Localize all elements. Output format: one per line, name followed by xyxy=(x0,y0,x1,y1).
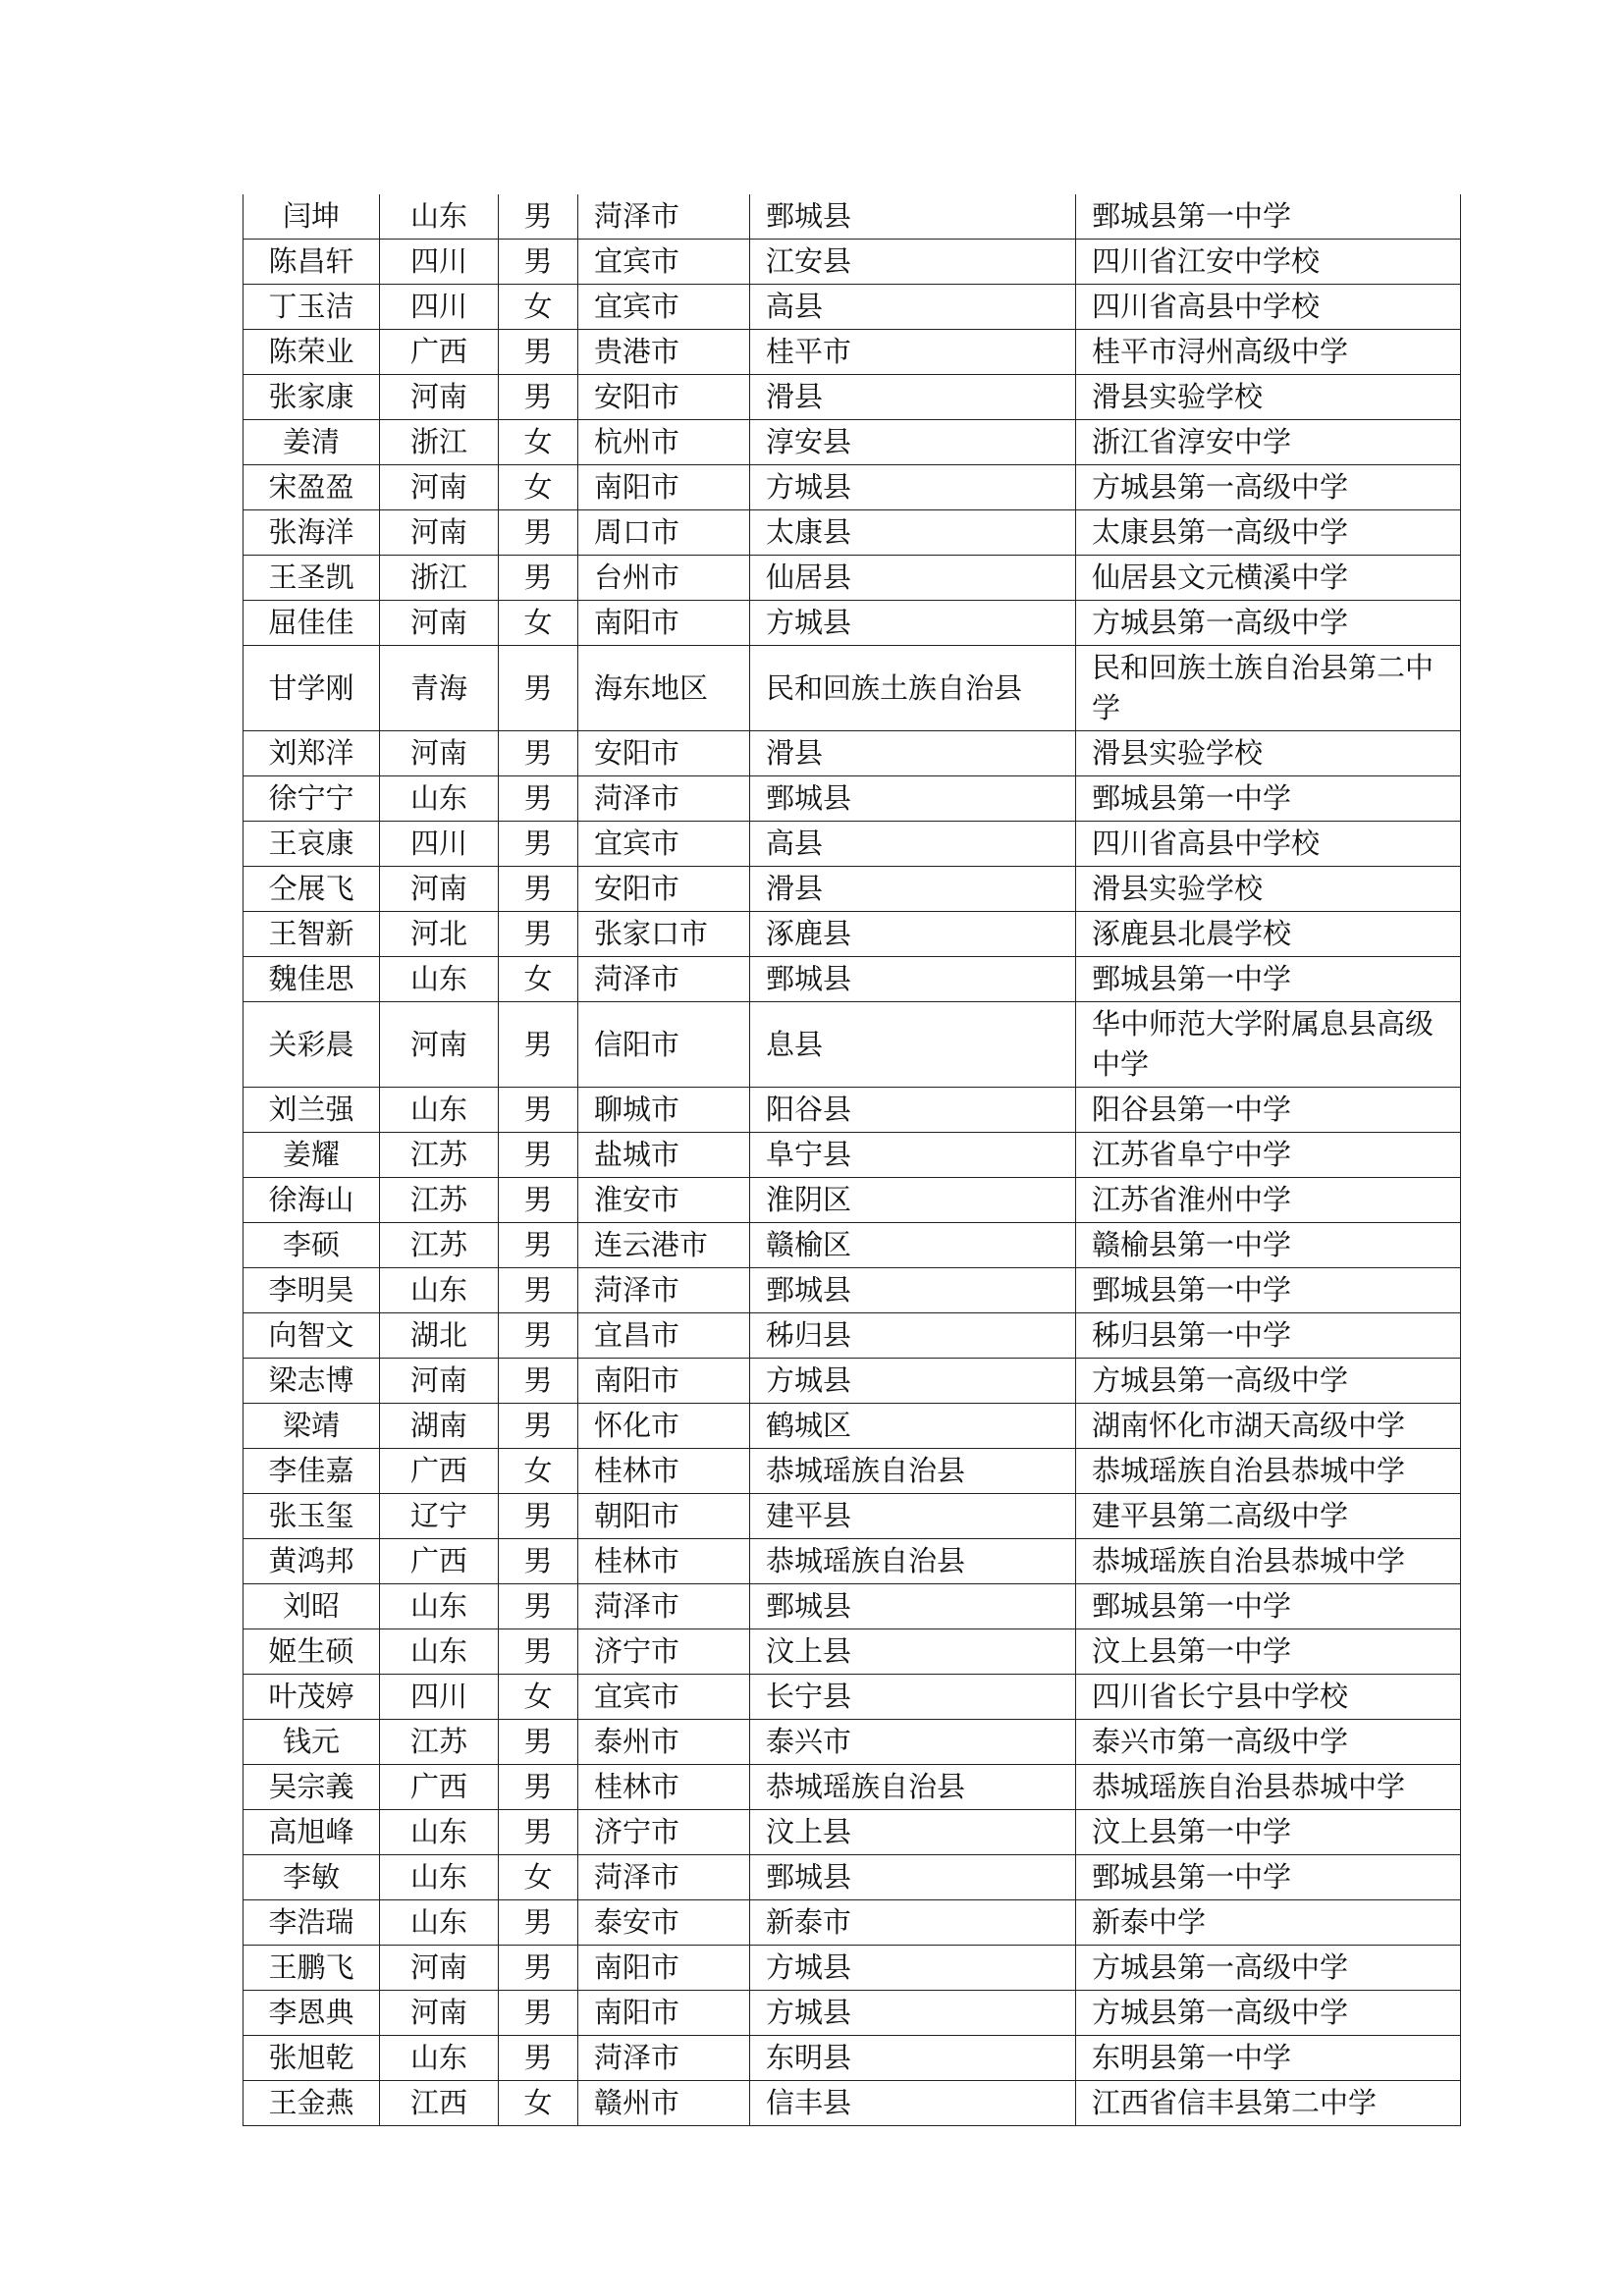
school-cell: 恭城瑶族自治县恭城中学 xyxy=(1076,1539,1461,1584)
school-cell: 鄄城县第一中学 xyxy=(1076,1584,1461,1629)
county-cell: 长宁县 xyxy=(750,1675,1076,1720)
province-cell: 山东 xyxy=(380,1268,499,1313)
province-cell: 广西 xyxy=(380,1539,499,1584)
student-name-cell: 姜耀 xyxy=(244,1133,380,1178)
county-cell: 涿鹿县 xyxy=(750,912,1076,957)
county-cell: 东明县 xyxy=(750,2036,1076,2081)
school-cell: 新泰中学 xyxy=(1076,1900,1461,1946)
table-row xyxy=(244,510,1461,556)
gender-cell: 男 xyxy=(499,1088,578,1133)
table-row xyxy=(244,731,1461,776)
county-cell: 方城县 xyxy=(750,465,1076,510)
gender-cell: 女 xyxy=(499,1449,578,1494)
table-row xyxy=(244,1629,1461,1675)
county-cell: 信丰县 xyxy=(750,2081,1076,2126)
school-cell: 涿鹿县北晨学校 xyxy=(1076,912,1461,957)
county-cell: 滑县 xyxy=(750,867,1076,912)
county-cell: 桂平市 xyxy=(750,330,1076,375)
county-cell: 恭城瑶族自治县 xyxy=(750,1765,1076,1810)
table-row xyxy=(244,1223,1461,1268)
province-cell: 湖南 xyxy=(380,1404,499,1449)
province-cell: 山东 xyxy=(380,194,499,240)
table-row xyxy=(244,1720,1461,1765)
province-cell: 山东 xyxy=(380,776,499,822)
county-cell: 方城县 xyxy=(750,601,1076,646)
county-cell: 滑县 xyxy=(750,731,1076,776)
table-row xyxy=(244,912,1461,957)
student-name-cell: 李明昊 xyxy=(244,1268,380,1313)
gender-cell: 男 xyxy=(499,1223,578,1268)
city-cell: 宜宾市 xyxy=(578,240,750,285)
school-cell: 滑县实验学校 xyxy=(1076,731,1461,776)
student-name-cell: 李敏 xyxy=(244,1855,380,1900)
county-cell: 恭城瑶族自治县 xyxy=(750,1539,1076,1584)
city-cell: 南阳市 xyxy=(578,465,750,510)
city-cell: 菏泽市 xyxy=(578,1855,750,1900)
county-cell: 方城县 xyxy=(750,1991,1076,2036)
student-name-cell: 向智文 xyxy=(244,1313,380,1359)
gender-cell: 女 xyxy=(499,1855,578,1900)
school-cell: 恭城瑶族自治县恭城中学 xyxy=(1076,1765,1461,1810)
school-cell: 四川省江安中学校 xyxy=(1076,240,1461,285)
school-cell: 四川省高县中学校 xyxy=(1076,822,1461,867)
city-cell: 淮安市 xyxy=(578,1178,750,1223)
gender-cell: 男 xyxy=(499,2036,578,2081)
gender-cell: 男 xyxy=(499,1584,578,1629)
county-cell: 建平县 xyxy=(750,1494,1076,1539)
city-cell: 菏泽市 xyxy=(578,776,750,822)
county-cell: 鄄城县 xyxy=(750,957,1076,1002)
province-cell: 江西 xyxy=(380,2081,499,2126)
student-name-cell: 徐海山 xyxy=(244,1178,380,1223)
table-row xyxy=(244,1855,1461,1900)
school-cell: 滑县实验学校 xyxy=(1076,375,1461,420)
gender-cell: 男 xyxy=(499,1765,578,1810)
table-row xyxy=(244,867,1461,912)
county-cell: 民和回族土族自治县 xyxy=(750,646,1076,731)
city-cell: 宜宾市 xyxy=(578,285,750,330)
gender-cell: 男 xyxy=(499,330,578,375)
gender-cell: 男 xyxy=(499,1268,578,1313)
city-cell: 桂林市 xyxy=(578,1539,750,1584)
province-cell: 河南 xyxy=(380,1991,499,2036)
city-cell: 聊城市 xyxy=(578,1088,750,1133)
province-cell: 河南 xyxy=(380,465,499,510)
table-row xyxy=(244,1584,1461,1629)
gender-cell: 男 xyxy=(499,240,578,285)
province-cell: 浙江 xyxy=(380,556,499,601)
province-cell: 江苏 xyxy=(380,1133,499,1178)
table-row xyxy=(244,2081,1461,2126)
county-cell: 鄄城县 xyxy=(750,776,1076,822)
gender-cell: 男 xyxy=(499,822,578,867)
gender-cell: 男 xyxy=(499,1539,578,1584)
student-name-cell: 刘兰强 xyxy=(244,1088,380,1133)
student-name-cell: 王哀康 xyxy=(244,822,380,867)
table-row xyxy=(244,1449,1461,1494)
gender-cell: 男 xyxy=(499,731,578,776)
table-row xyxy=(244,1991,1461,2036)
province-cell: 河南 xyxy=(380,1002,499,1088)
province-cell: 河北 xyxy=(380,912,499,957)
city-cell: 安阳市 xyxy=(578,867,750,912)
county-cell: 方城县 xyxy=(750,1946,1076,1991)
county-cell: 高县 xyxy=(750,285,1076,330)
province-cell: 河南 xyxy=(380,731,499,776)
city-cell: 怀化市 xyxy=(578,1404,750,1449)
school-cell: 浙江省淳安中学 xyxy=(1076,420,1461,465)
student-name-cell: 王金燕 xyxy=(244,2081,380,2126)
student-name-cell: 钱元 xyxy=(244,1720,380,1765)
school-cell: 赣榆县第一中学 xyxy=(1076,1223,1461,1268)
city-cell: 安阳市 xyxy=(578,731,750,776)
table-row xyxy=(244,1313,1461,1359)
county-cell: 赣榆区 xyxy=(750,1223,1076,1268)
county-cell: 新泰市 xyxy=(750,1900,1076,1946)
school-cell: 华中师范大学附属息县高级中学 xyxy=(1076,1002,1461,1088)
county-cell: 恭城瑶族自治县 xyxy=(750,1449,1076,1494)
school-cell: 滑县实验学校 xyxy=(1076,867,1461,912)
city-cell: 南阳市 xyxy=(578,1359,750,1404)
school-cell: 四川省高县中学校 xyxy=(1076,285,1461,330)
city-cell: 安阳市 xyxy=(578,375,750,420)
city-cell: 杭州市 xyxy=(578,420,750,465)
gender-cell: 男 xyxy=(499,1313,578,1359)
county-cell: 鄄城县 xyxy=(750,1855,1076,1900)
county-cell: 鄄城县 xyxy=(750,194,1076,240)
table-row xyxy=(244,1765,1461,1810)
county-cell: 阜宁县 xyxy=(750,1133,1076,1178)
student-name-cell: 张海洋 xyxy=(244,510,380,556)
table-row xyxy=(244,1900,1461,1946)
gender-cell: 男 xyxy=(499,1720,578,1765)
province-cell: 山东 xyxy=(380,1584,499,1629)
table-body xyxy=(244,194,1461,2126)
school-cell: 泰兴市第一高级中学 xyxy=(1076,1720,1461,1765)
student-name-cell: 姬生硕 xyxy=(244,1629,380,1675)
gender-cell: 男 xyxy=(499,646,578,731)
table-row xyxy=(244,1539,1461,1584)
city-cell: 泰安市 xyxy=(578,1900,750,1946)
school-cell: 湖南怀化市湖天高级中学 xyxy=(1076,1404,1461,1449)
province-cell: 山东 xyxy=(380,1810,499,1855)
gender-cell: 男 xyxy=(499,194,578,240)
student-name-cell: 闫坤 xyxy=(244,194,380,240)
city-cell: 周口市 xyxy=(578,510,750,556)
county-cell: 方城县 xyxy=(750,1359,1076,1404)
school-cell: 江苏省阜宁中学 xyxy=(1076,1133,1461,1178)
student-name-cell: 徐宁宁 xyxy=(244,776,380,822)
school-cell: 方城县第一高级中学 xyxy=(1076,1946,1461,1991)
student-name-cell: 梁志博 xyxy=(244,1359,380,1404)
gender-cell: 女 xyxy=(499,465,578,510)
city-cell: 济宁市 xyxy=(578,1810,750,1855)
student-name-cell: 梁靖 xyxy=(244,1404,380,1449)
city-cell: 菏泽市 xyxy=(578,194,750,240)
city-cell: 连云港市 xyxy=(578,1223,750,1268)
city-cell: 菏泽市 xyxy=(578,2036,750,2081)
student-name-cell: 宋盈盈 xyxy=(244,465,380,510)
county-cell: 鄄城县 xyxy=(750,1584,1076,1629)
province-cell: 四川 xyxy=(380,240,499,285)
gender-cell: 女 xyxy=(499,601,578,646)
school-cell: 民和回族土族自治县第二中学 xyxy=(1076,646,1461,731)
province-cell: 河南 xyxy=(380,867,499,912)
province-cell: 江苏 xyxy=(380,1223,499,1268)
city-cell: 台州市 xyxy=(578,556,750,601)
gender-cell: 男 xyxy=(499,1991,578,2036)
city-cell: 南阳市 xyxy=(578,1991,750,2036)
county-cell: 淮阴区 xyxy=(750,1178,1076,1223)
city-cell: 桂林市 xyxy=(578,1449,750,1494)
gender-cell: 男 xyxy=(499,1178,578,1223)
province-cell: 山东 xyxy=(380,1629,499,1675)
student-name-cell: 李浩瑞 xyxy=(244,1900,380,1946)
gender-cell: 男 xyxy=(499,556,578,601)
table-row xyxy=(244,465,1461,510)
school-cell: 东明县第一中学 xyxy=(1076,2036,1461,2081)
province-cell: 青海 xyxy=(380,646,499,731)
gender-cell: 男 xyxy=(499,1002,578,1088)
table-row xyxy=(244,1133,1461,1178)
province-cell: 江苏 xyxy=(380,1178,499,1223)
gender-cell: 女 xyxy=(499,420,578,465)
table-row xyxy=(244,957,1461,1002)
table-row xyxy=(244,1404,1461,1449)
gender-cell: 男 xyxy=(499,1404,578,1449)
school-cell: 秭归县第一中学 xyxy=(1076,1313,1461,1359)
student-name-cell: 李恩典 xyxy=(244,1991,380,2036)
gender-cell: 男 xyxy=(499,1494,578,1539)
province-cell: 山东 xyxy=(380,957,499,1002)
gender-cell: 男 xyxy=(499,510,578,556)
table-row xyxy=(244,330,1461,375)
school-cell: 鄄城县第一中学 xyxy=(1076,1268,1461,1313)
school-cell: 江西省信丰县第二中学 xyxy=(1076,2081,1461,2126)
gender-cell: 男 xyxy=(499,1133,578,1178)
province-cell: 山东 xyxy=(380,1088,499,1133)
school-cell: 鄄城县第一中学 xyxy=(1076,957,1461,1002)
school-cell: 仙居县文元横溪中学 xyxy=(1076,556,1461,601)
province-cell: 河南 xyxy=(380,601,499,646)
county-cell: 江安县 xyxy=(750,240,1076,285)
student-name-cell: 姜清 xyxy=(244,420,380,465)
province-cell: 广西 xyxy=(380,1449,499,1494)
county-cell: 鄄城县 xyxy=(750,1268,1076,1313)
city-cell: 菏泽市 xyxy=(578,1584,750,1629)
student-name-cell: 张玉玺 xyxy=(244,1494,380,1539)
gender-cell: 男 xyxy=(499,1810,578,1855)
table-row xyxy=(244,2036,1461,2081)
student-table xyxy=(243,194,1461,2126)
county-cell: 息县 xyxy=(750,1002,1076,1088)
student-name-cell: 仝展飞 xyxy=(244,867,380,912)
student-name-cell: 王鹏飞 xyxy=(244,1946,380,1991)
school-cell: 汶上县第一中学 xyxy=(1076,1810,1461,1855)
student-name-cell: 叶茂婷 xyxy=(244,1675,380,1720)
student-name-cell: 李佳嘉 xyxy=(244,1449,380,1494)
school-cell: 方城县第一高级中学 xyxy=(1076,1991,1461,2036)
school-cell: 方城县第一高级中学 xyxy=(1076,465,1461,510)
gender-cell: 男 xyxy=(499,1900,578,1946)
city-cell: 赣州市 xyxy=(578,2081,750,2126)
county-cell: 秭归县 xyxy=(750,1313,1076,1359)
city-cell: 盐城市 xyxy=(578,1133,750,1178)
table-row xyxy=(244,1946,1461,1991)
county-cell: 仙居县 xyxy=(750,556,1076,601)
school-cell: 鄄城县第一中学 xyxy=(1076,1855,1461,1900)
county-cell: 滑县 xyxy=(750,375,1076,420)
province-cell: 河南 xyxy=(380,1359,499,1404)
student-name-cell: 屈佳佳 xyxy=(244,601,380,646)
city-cell: 宜昌市 xyxy=(578,1313,750,1359)
student-name-cell: 陈昌轩 xyxy=(244,240,380,285)
student-name-cell: 刘郑洋 xyxy=(244,731,380,776)
table-row xyxy=(244,1178,1461,1223)
school-cell: 桂平市浔州高级中学 xyxy=(1076,330,1461,375)
table-row xyxy=(244,646,1461,731)
gender-cell: 男 xyxy=(499,1946,578,1991)
student-name-cell: 黄鸿邦 xyxy=(244,1539,380,1584)
table-row xyxy=(244,1494,1461,1539)
school-cell: 方城县第一高级中学 xyxy=(1076,601,1461,646)
table-row xyxy=(244,194,1461,240)
school-cell: 鄄城县第一中学 xyxy=(1076,776,1461,822)
student-name-cell: 王智新 xyxy=(244,912,380,957)
table-row xyxy=(244,1002,1461,1088)
table-row xyxy=(244,420,1461,465)
table-row xyxy=(244,556,1461,601)
city-cell: 张家口市 xyxy=(578,912,750,957)
city-cell: 朝阳市 xyxy=(578,1494,750,1539)
province-cell: 辽宁 xyxy=(380,1494,499,1539)
gender-cell: 男 xyxy=(499,776,578,822)
table-row xyxy=(244,1675,1461,1720)
table-row xyxy=(244,1810,1461,1855)
city-cell: 南阳市 xyxy=(578,1946,750,1991)
province-cell: 广西 xyxy=(380,1765,499,1810)
gender-cell: 男 xyxy=(499,1359,578,1404)
province-cell: 山东 xyxy=(380,1900,499,1946)
school-cell: 四川省长宁县中学校 xyxy=(1076,1675,1461,1720)
county-cell: 阳谷县 xyxy=(750,1088,1076,1133)
student-name-cell: 王圣凯 xyxy=(244,556,380,601)
province-cell: 山东 xyxy=(380,2036,499,2081)
student-name-cell: 吴宗義 xyxy=(244,1765,380,1810)
table-row xyxy=(244,240,1461,285)
student-name-cell: 李硕 xyxy=(244,1223,380,1268)
school-cell: 方城县第一高级中学 xyxy=(1076,1359,1461,1404)
province-cell: 湖北 xyxy=(380,1313,499,1359)
student-name-cell: 甘学刚 xyxy=(244,646,380,731)
table-row xyxy=(244,1268,1461,1313)
school-cell: 阳谷县第一中学 xyxy=(1076,1088,1461,1133)
student-name-cell: 丁玉洁 xyxy=(244,285,380,330)
student-name-cell: 张旭乾 xyxy=(244,2036,380,2081)
school-cell: 建平县第二高级中学 xyxy=(1076,1494,1461,1539)
city-cell: 信阳市 xyxy=(578,1002,750,1088)
gender-cell: 男 xyxy=(499,912,578,957)
county-cell: 汶上县 xyxy=(750,1629,1076,1675)
city-cell: 宜宾市 xyxy=(578,1675,750,1720)
student-name-cell: 高旭峰 xyxy=(244,1810,380,1855)
gender-cell: 男 xyxy=(499,375,578,420)
student-name-cell: 张家康 xyxy=(244,375,380,420)
table-row xyxy=(244,1359,1461,1404)
city-cell: 南阳市 xyxy=(578,601,750,646)
province-cell: 江苏 xyxy=(380,1720,499,1765)
province-cell: 四川 xyxy=(380,1675,499,1720)
province-cell: 山东 xyxy=(380,1855,499,1900)
province-cell: 河南 xyxy=(380,1946,499,1991)
county-cell: 泰兴市 xyxy=(750,1720,1076,1765)
county-cell: 太康县 xyxy=(750,510,1076,556)
table-row xyxy=(244,1088,1461,1133)
gender-cell: 女 xyxy=(499,1675,578,1720)
gender-cell: 女 xyxy=(499,957,578,1002)
school-cell: 太康县第一高级中学 xyxy=(1076,510,1461,556)
table-row xyxy=(244,822,1461,867)
city-cell: 泰州市 xyxy=(578,1720,750,1765)
gender-cell: 女 xyxy=(499,285,578,330)
city-cell: 宜宾市 xyxy=(578,822,750,867)
gender-cell: 男 xyxy=(499,1629,578,1675)
province-cell: 河南 xyxy=(380,375,499,420)
table-row xyxy=(244,375,1461,420)
city-cell: 济宁市 xyxy=(578,1629,750,1675)
county-cell: 汶上县 xyxy=(750,1810,1076,1855)
student-name-cell: 关彩晨 xyxy=(244,1002,380,1088)
city-cell: 海东地区 xyxy=(578,646,750,731)
school-cell: 江苏省淮州中学 xyxy=(1076,1178,1461,1223)
province-cell: 四川 xyxy=(380,285,499,330)
province-cell: 四川 xyxy=(380,822,499,867)
province-cell: 广西 xyxy=(380,330,499,375)
school-cell: 恭城瑶族自治县恭城中学 xyxy=(1076,1449,1461,1494)
student-name-cell: 魏佳思 xyxy=(244,957,380,1002)
gender-cell: 女 xyxy=(499,2081,578,2126)
city-cell: 桂林市 xyxy=(578,1765,750,1810)
table-row xyxy=(244,285,1461,330)
city-cell: 菏泽市 xyxy=(578,957,750,1002)
province-cell: 浙江 xyxy=(380,420,499,465)
student-name-cell: 陈荣业 xyxy=(244,330,380,375)
county-cell: 鹤城区 xyxy=(750,1404,1076,1449)
county-cell: 高县 xyxy=(750,822,1076,867)
gender-cell: 男 xyxy=(499,867,578,912)
province-cell: 河南 xyxy=(380,510,499,556)
table-row xyxy=(244,776,1461,822)
city-cell: 贵港市 xyxy=(578,330,750,375)
student-name-cell: 刘昭 xyxy=(244,1584,380,1629)
table-row xyxy=(244,601,1461,646)
city-cell: 菏泽市 xyxy=(578,1268,750,1313)
school-cell: 鄄城县第一中学 xyxy=(1076,194,1461,240)
school-cell: 汶上县第一中学 xyxy=(1076,1629,1461,1675)
county-cell: 淳安县 xyxy=(750,420,1076,465)
